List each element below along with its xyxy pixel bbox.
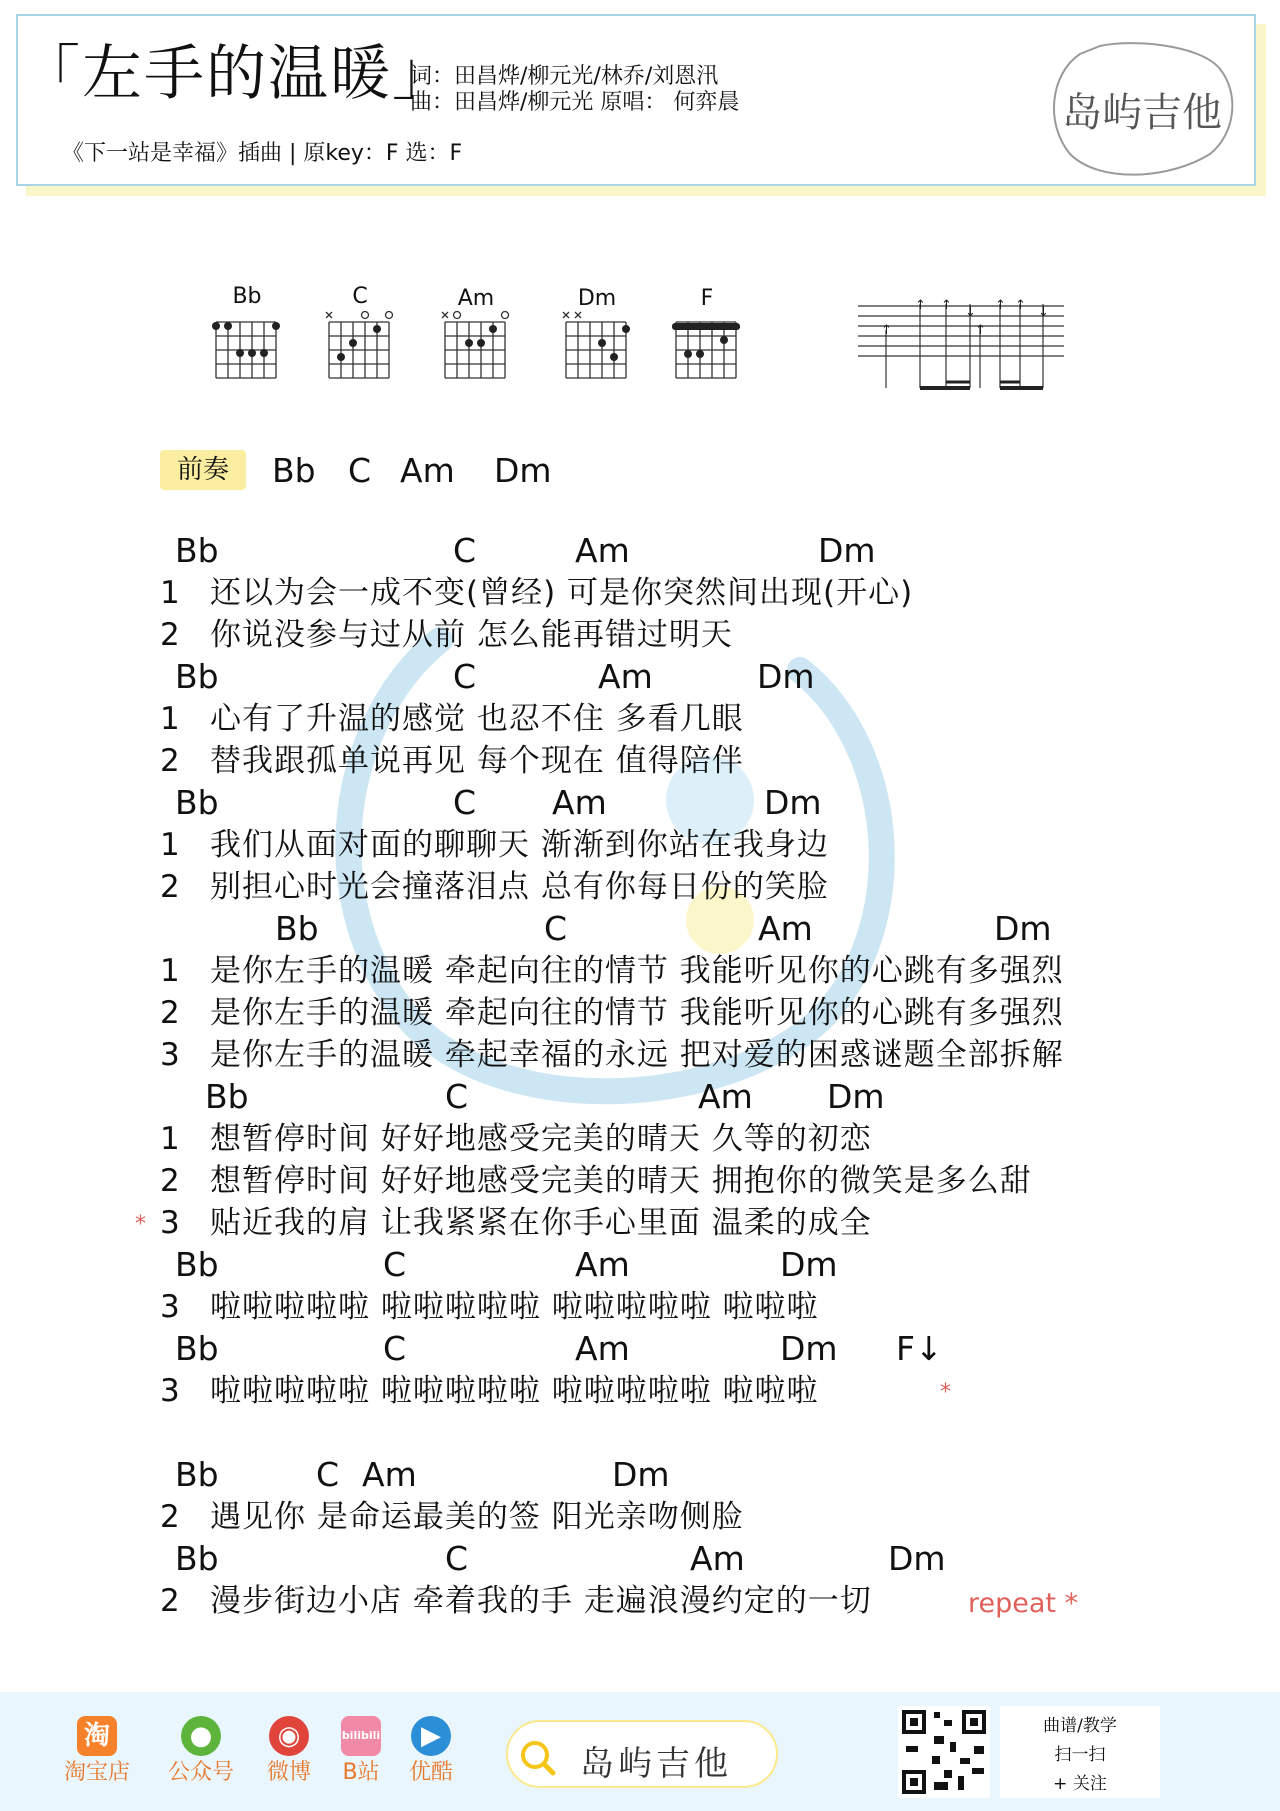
brand-text: 岛屿吉他 — [1062, 90, 1222, 136]
chord: Bb — [175, 1329, 219, 1368]
svg-text:↑: ↑ — [881, 323, 892, 338]
lyric-line: 心有了升温的感觉 也忍不住 多看几眼 — [210, 701, 744, 737]
svg-text:↓: ↓ — [965, 305, 976, 320]
lyric-line: 贴近我的肩 让我紧紧在你手心里面 温柔的成全 — [210, 1205, 872, 1241]
repeat-label: repeat * — [968, 1588, 1079, 1619]
svg-text:↑: ↑ — [975, 323, 986, 338]
chord: C — [544, 909, 568, 948]
strum-pattern — [858, 296, 1064, 400]
fretboard-diagram — [562, 310, 634, 392]
chord: Bb — [175, 1455, 219, 1494]
search-text: 岛屿吉他 — [580, 1744, 732, 1784]
chord: Am — [362, 1455, 417, 1494]
song-title: 「左手的温暖」 — [20, 39, 454, 109]
chord: Am — [758, 909, 813, 948]
chord: Am — [552, 783, 607, 822]
fretboard-diagram — [441, 310, 513, 388]
search-icon — [518, 1738, 558, 1778]
chord-name: Am — [457, 286, 495, 311]
chord: Dm — [764, 783, 822, 822]
chord: Dm — [612, 1455, 670, 1494]
lyric-line: 想暂停时间 好好地感受完美的晴天 拥抱你的微笑是多么甜 — [210, 1163, 1032, 1199]
verse-number: 3 — [160, 1289, 180, 1325]
repeat-marker: * — [135, 1212, 146, 1237]
lyric-line: 是你左手的温暖 牵起向往的情节 我能听见你的心跳有多强烈 — [210, 953, 1064, 989]
intro-chord: Bb — [272, 451, 316, 490]
intro-chord: Am — [400, 451, 455, 490]
fretboard-diagram — [325, 310, 397, 388]
chord: Bb — [275, 909, 319, 948]
lyric-line: 还以为会一成不变(曾经) 可是你突然间出现(开心) — [210, 575, 914, 611]
chord: Am — [575, 1245, 630, 1284]
lyric-line: 是你左手的温暖 牵起幸福的永远 把对爱的困惑谜题全部拆解 — [210, 1037, 1064, 1073]
chord: F↓ — [896, 1329, 943, 1368]
lyric-line: 啦啦啦啦啦 啦啦啦啦啦 啦啦啦啦啦 啦啦啦 — [210, 1373, 819, 1409]
verse-number: 2 — [160, 1583, 180, 1619]
chord: Am — [575, 531, 630, 570]
bilibili-icon: bilibili — [341, 1716, 381, 1756]
chord: C — [453, 531, 477, 570]
chord: Dm — [994, 909, 1052, 948]
chord-name: Bb — [232, 284, 262, 309]
intro-chord: C — [348, 451, 372, 490]
lyric-line: 遇见你 是命运最美的签 阳光亲吻侧脸 — [210, 1499, 744, 1535]
chord: C — [316, 1455, 340, 1494]
chord: C — [445, 1077, 469, 1116]
chord: Bb — [175, 657, 219, 696]
repeat-marker: * — [940, 1380, 951, 1405]
footer-wechat-link[interactable] — [166, 1716, 236, 1784]
chord: Dm — [757, 657, 815, 696]
footer-bilibili-link[interactable] — [326, 1716, 396, 1784]
svg-text:↑: ↑ — [915, 298, 926, 313]
verse-number: 1 — [160, 701, 180, 737]
chord: Bb — [175, 1539, 219, 1578]
footer-weibo-link[interactable] — [254, 1716, 324, 1784]
lyric-line: 想暂停时间 好好地感受完美的晴天 久等的初恋 — [210, 1121, 872, 1157]
chord: Am — [598, 657, 653, 696]
fretboard-diagram — [672, 316, 744, 392]
verse-number: 1 — [160, 1121, 180, 1157]
chord: Dm — [888, 1539, 946, 1578]
composer-line: 曲：田昌烨/柳元光 原唱： 何弈晨 — [410, 90, 740, 115]
wechat-icon: ● — [181, 1716, 221, 1756]
footer-label: 微博 — [266, 1760, 311, 1785]
verse-number: 3 — [160, 1205, 180, 1241]
chord: Am — [575, 1329, 630, 1368]
verse-number: 1 — [160, 827, 180, 863]
intro-label: 前奏 — [160, 450, 246, 490]
chord: C — [453, 783, 477, 822]
lyric-line: 是你左手的温暖 牵起向往的情节 我能听见你的心跳有多强烈 — [210, 995, 1064, 1031]
chord: C — [445, 1539, 469, 1578]
verse-number: 2 — [160, 1163, 180, 1199]
lyric-line: 漫步街边小店 牵着我的手 走遍浪漫约定的一切 — [210, 1583, 872, 1619]
chord: Am — [698, 1077, 753, 1116]
footer-label: 淘宝店 — [63, 1760, 130, 1785]
chord: C — [383, 1329, 407, 1368]
taobao-icon: 淘 — [77, 1716, 117, 1756]
verse-number: 1 — [160, 953, 180, 989]
qr-caption-box — [1000, 1706, 1160, 1798]
qr-code — [898, 1706, 990, 1798]
footer-label: 优酷 — [408, 1760, 453, 1785]
chord-name: F — [700, 286, 714, 311]
verse-number: 3 — [160, 1037, 180, 1073]
lyric-line: 我们从面对面的聊聊天 渐渐到你站在我身边 — [210, 827, 829, 863]
verse-number: 3 — [160, 1373, 180, 1409]
chord: Dm — [818, 531, 876, 570]
footer-taobao-link[interactable] — [62, 1716, 132, 1784]
chord: Dm — [780, 1245, 838, 1284]
svg-text:↑: ↑ — [995, 298, 1006, 313]
chord: Bb — [175, 783, 219, 822]
svg-text:↓: ↓ — [1038, 305, 1049, 320]
chord: Dm — [827, 1077, 885, 1116]
qr-caption: 扫一扫 — [1054, 1745, 1106, 1765]
verse-number: 2 — [160, 1499, 180, 1535]
brand-logo — [1040, 34, 1250, 184]
svg-text:↑: ↑ — [1015, 298, 1026, 313]
svg-text:↑: ↑ — [941, 298, 952, 313]
chord: Bb — [205, 1077, 249, 1116]
info-line: 《下一站是幸福》插曲 | 原key：F 选：F — [62, 141, 463, 166]
lyric-line: 替我跟孤单说再见 每个现在 值得陪伴 — [210, 743, 744, 779]
lyric-line: 啦啦啦啦啦 啦啦啦啦啦 啦啦啦啦啦 啦啦啦 — [210, 1289, 819, 1325]
chord: C — [453, 657, 477, 696]
chord: Am — [690, 1539, 745, 1578]
verse-number: 2 — [160, 995, 180, 1031]
footer-label: B站 — [342, 1760, 380, 1785]
verse-number: 2 — [160, 617, 180, 653]
qr-caption: + 关注 — [1053, 1774, 1107, 1794]
chord: Dm — [780, 1329, 838, 1368]
lyric-line: 你说没参与过从前 怎么能再错过明天 — [210, 617, 733, 653]
verse-number: 2 — [160, 743, 180, 779]
chord-name: Dm — [577, 286, 617, 311]
lyric-line: 别担心时光会撞落泪点 总有你每日份的笑脸 — [210, 869, 829, 905]
verse-number: 2 — [160, 869, 180, 905]
chord-name: C — [352, 284, 368, 309]
verse-number: 1 — [160, 575, 180, 611]
lyricist-line: 词：田昌烨/柳元光/林乔/刘恩汛 — [410, 64, 719, 89]
chord: Bb — [175, 531, 219, 570]
footer-label: 公众号 — [167, 1760, 234, 1785]
youku-icon: ▶ — [411, 1716, 451, 1756]
weibo-icon: ◉ — [269, 1716, 309, 1756]
intro-chord: Dm — [494, 451, 552, 490]
fretboard-diagram — [212, 316, 284, 388]
footer-youku-link[interactable] — [396, 1716, 466, 1784]
qr-caption: 曲谱/教学 — [1043, 1716, 1117, 1736]
chord: C — [383, 1245, 407, 1284]
chord: Bb — [175, 1245, 219, 1284]
